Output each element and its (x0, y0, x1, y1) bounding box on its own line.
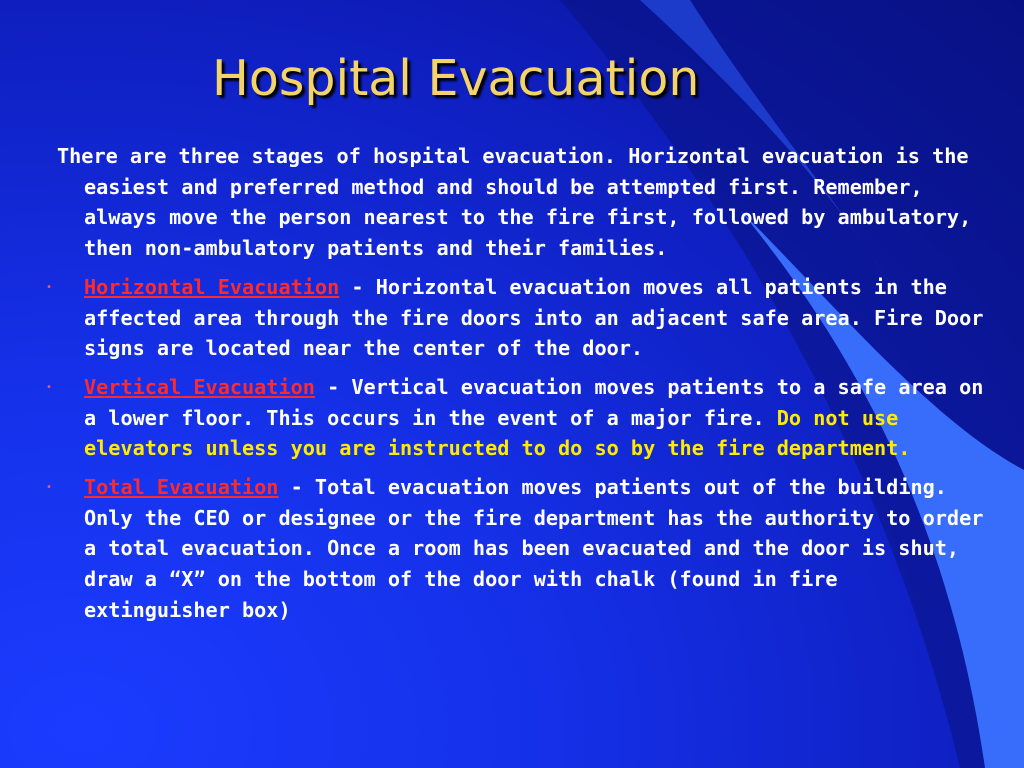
bullet-horizontal-evacuation (40, 272, 995, 364)
slide-title: Hospital Evacuation (212, 50, 700, 107)
bullet-dot-icon: • (46, 281, 53, 293)
bullet-text: - Total evacuation moves patients out of the building. Only the CEO or designee or the fire department has the authority to order a total evacuation. Once a room has been evacuated and the door is shut, draw a “X” on the bottom of the door with chalk (found in fire extinguisher box) (84, 475, 984, 622)
term-horizontal-evacuation[interactable]: Horizontal Evacuation (84, 274, 340, 299)
term-total-evacuation[interactable]: Total Evacuation (84, 475, 279, 500)
bullet-vertical-evacuation (40, 372, 995, 464)
term-vertical-evacuation[interactable]: Vertical Evacuation (84, 374, 315, 399)
bullet-total-evacuation (40, 472, 995, 626)
intro-paragraph: There are three stages of hospital evacuation. Horizontal evacuation is the easiest and preferred method and should be attempted first. Remember, always move the person nearest to the fire first, followed by ambulatory, then non-ambulatory patients and their families. (57, 144, 972, 261)
bullet-text: - Horizontal evacuation moves all patients in the affected area through the fire doors into an adjacent safe area. Fire Door signs are located near the center of the door. (84, 274, 984, 361)
slide-body (40, 141, 995, 634)
bullet-text: - Vertical evacuation moves patients to a safe area on a lower floor. This occurs in the event of a major fire. (84, 374, 984, 430)
elevator-warning: Do not use elevators unless you are instructed to do so by the fire department. (84, 405, 911, 461)
bullet-dot-icon: • (46, 381, 53, 393)
bullet-dot-icon: • (46, 482, 53, 494)
